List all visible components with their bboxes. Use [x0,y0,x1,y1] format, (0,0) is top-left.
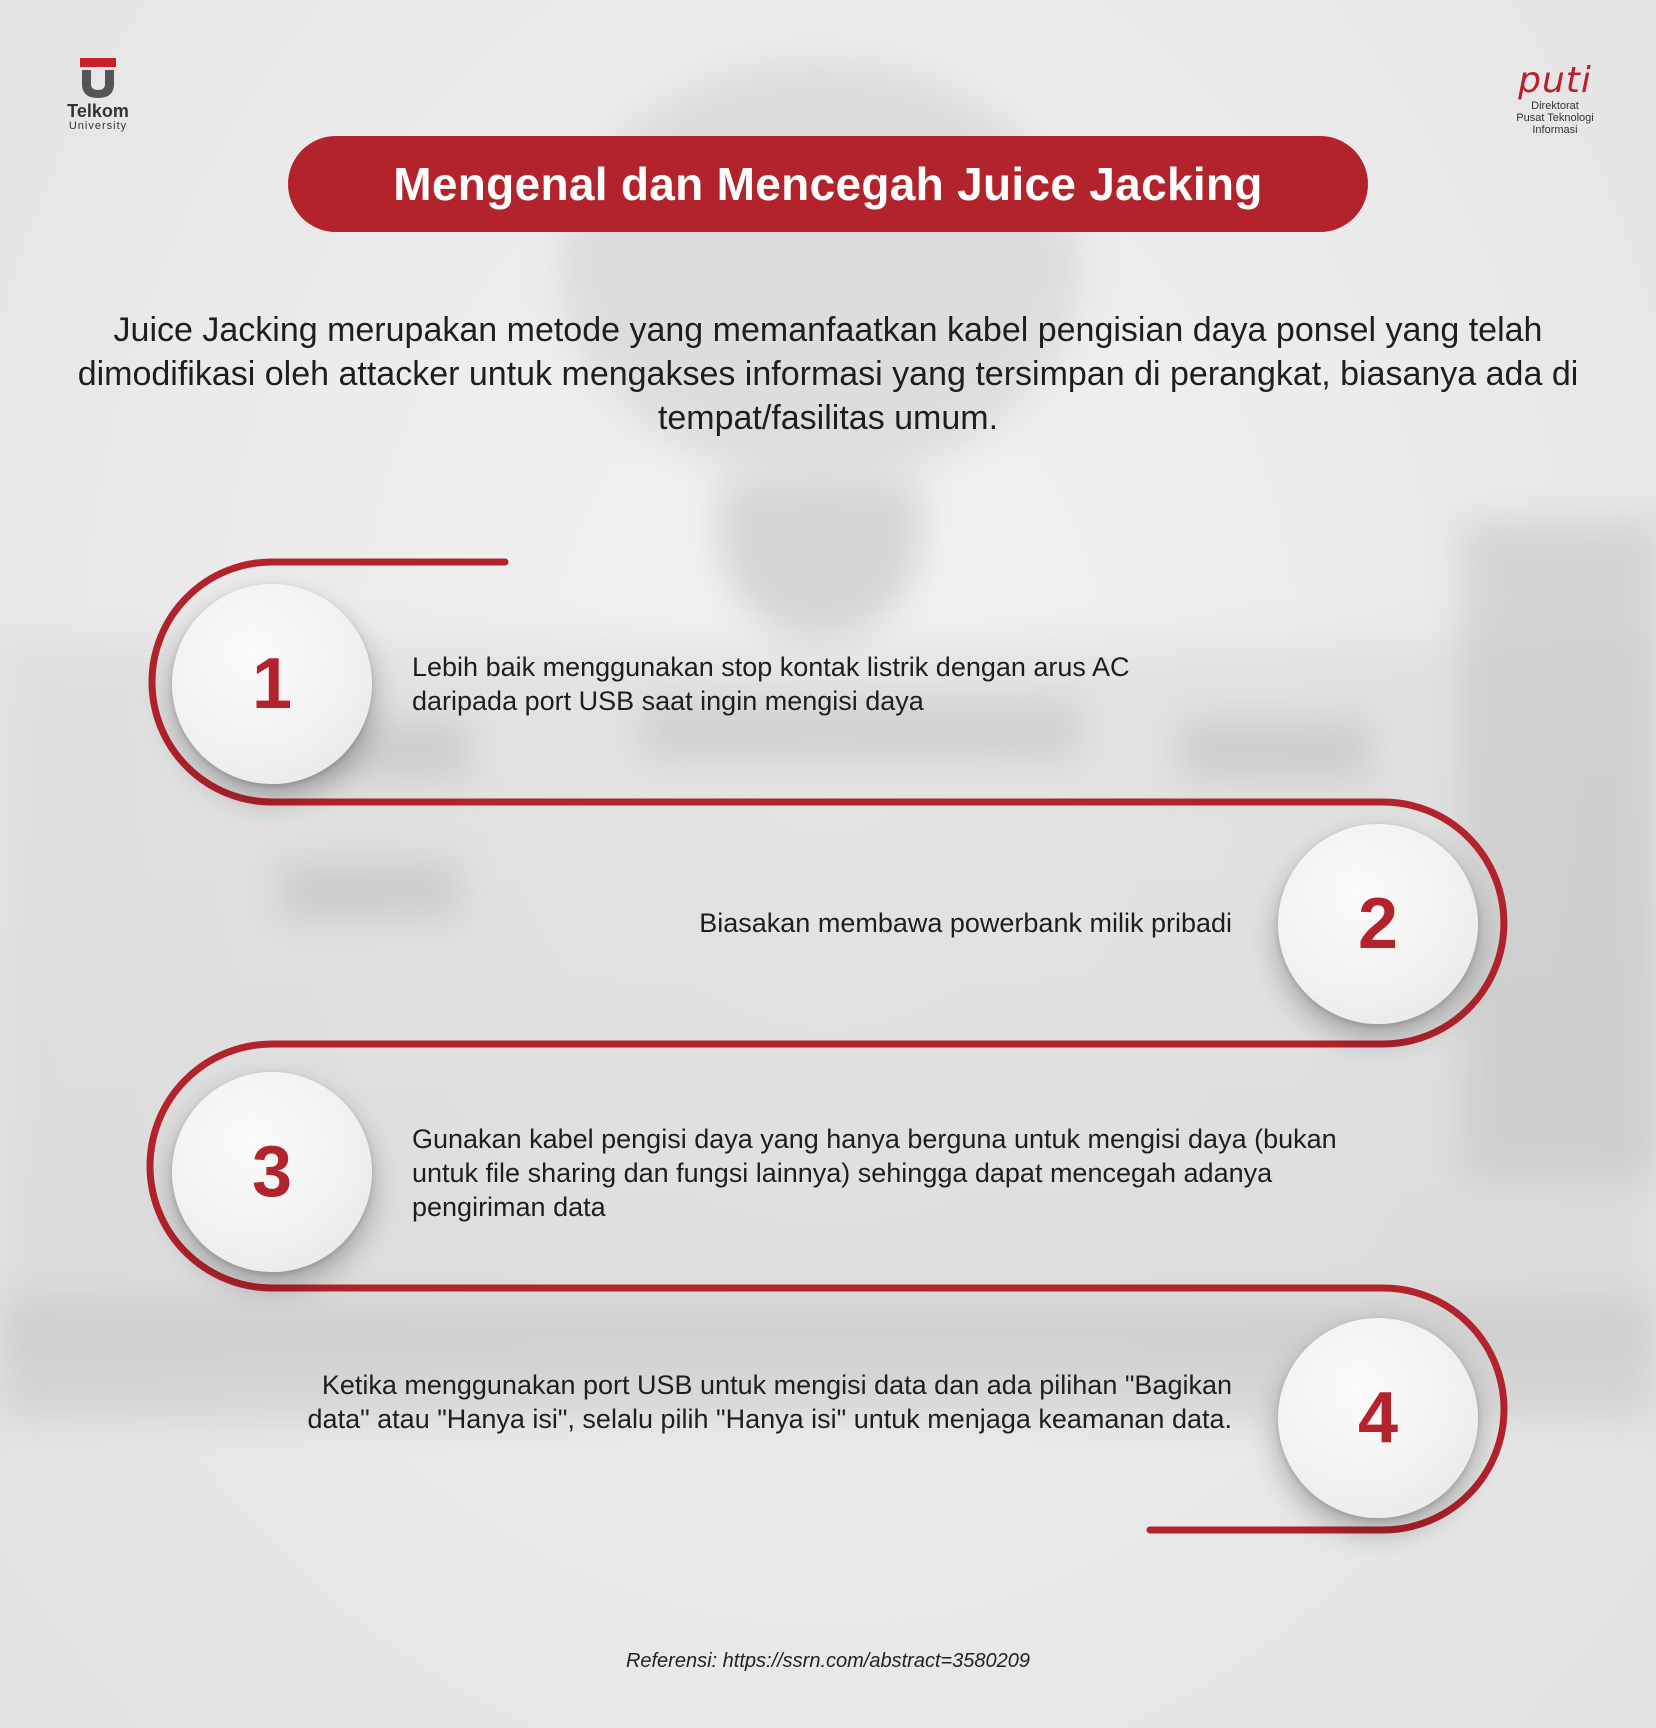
step-3-circle [172,1072,372,1272]
telkom-logo-subtitle: University [68,120,128,132]
step-1-circle [172,584,372,784]
puti-logo-mark: puti [1518,60,1592,101]
page-title: Mengenal dan Mencegah Juice Jacking [393,158,1263,210]
step-2-text: Biasakan membawa powerbank milik pribadi [699,908,1232,938]
step-2-number: 2 [1357,884,1399,964]
step-4-text: Ketika menggunakan port USB untuk mengisi data dan ada pilihan "Bagikan data" atau "Hanya isi", selalu pilih "Hanya isi" untuk menjaga keamanan data. [307,1370,1232,1434]
telkom-logo-name: Telkom [67,101,129,121]
step-1-text: Lebih baik menggunakan stop kontak listrik dengan arus AC daripada port USB saat ingin mengisi daya [412,652,1130,716]
reference-text: Referensi: https://ssrn.com/abstract=3580209 [625,1650,1031,1672]
puti-logo-line: Direktorat [1531,100,1579,112]
step-4-circle [1278,1318,1478,1518]
step-1-number: 1 [251,644,293,724]
puti-logo-line: Pusat Teknologi [1516,112,1594,124]
step-3-text: Gunakan kabel pengisi daya yang hanya berguna untuk mengisi daya (bukan untuk file sharing dan fungsi lainnya) sehingga dapat mencegah adanya pengiriman data [412,1124,1337,1222]
step-4-number: 4 [1357,1378,1399,1458]
step-3-number: 3 [251,1132,293,1212]
puti-logo-line: Informasi [1532,124,1578,136]
step-2-circle [1278,824,1478,1024]
intro-paragraph: Juice Jacking merupakan metode yang memanfaatkan kabel pengisian daya ponsel yang telah dimodifikasi oleh attacker untuk mengakses informasi yang tersimpan di perangkat, biasanya ada di tempat/fasilitas umum. [77,311,1579,437]
